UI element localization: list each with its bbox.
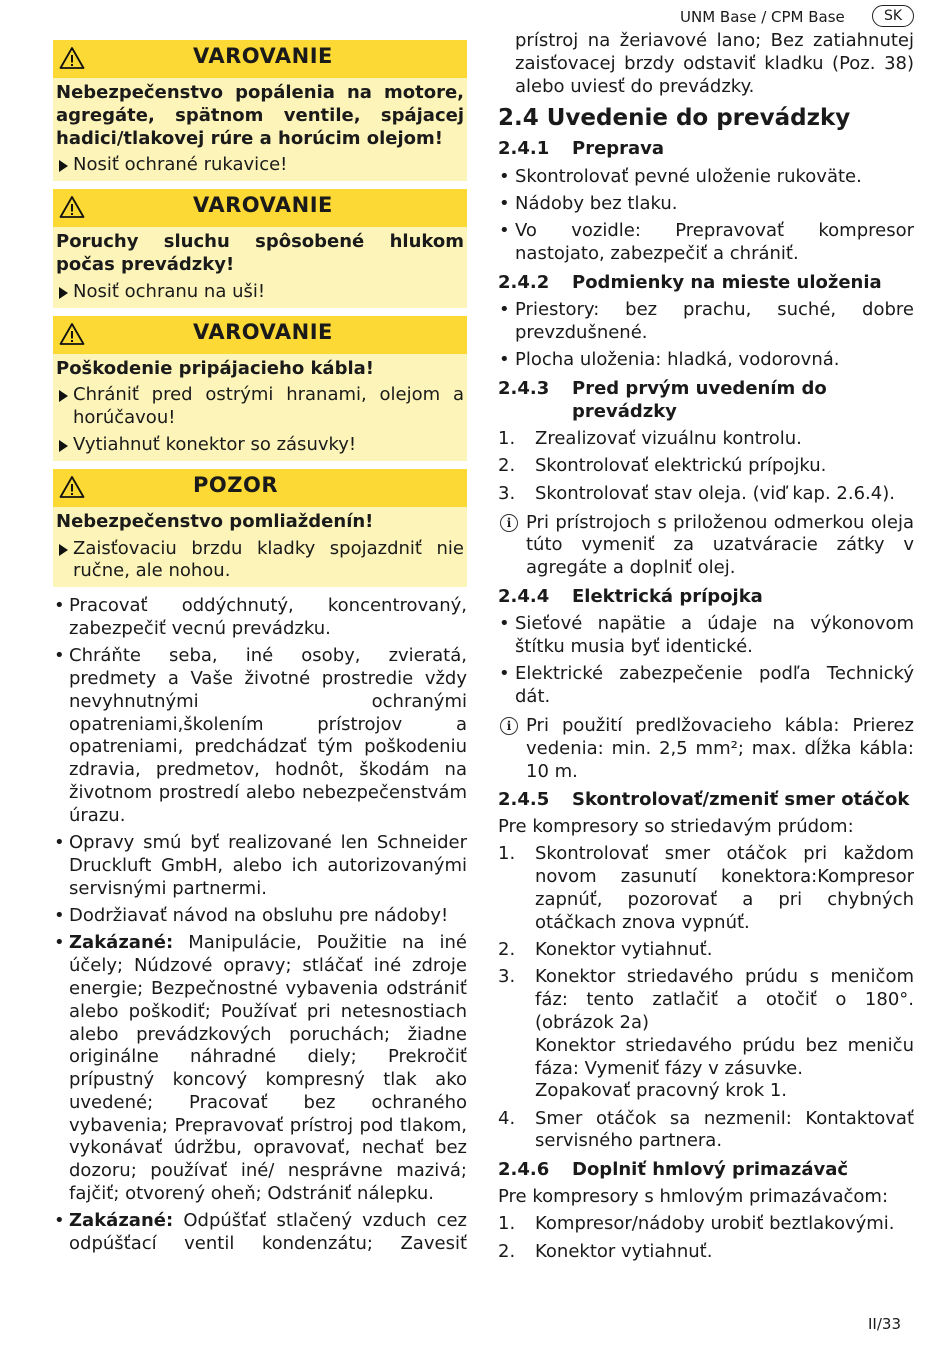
warning-text: Poruchy sluchu spôsobené hlukom počas prevádzky! (56, 231, 464, 275)
warning-title: VAROVANIE (193, 319, 333, 344)
subsection-heading: 2.4.3 Pred prvým uvedením do prevádzky (498, 378, 827, 422)
list-item: • Skontrolovať pevné uloženie rukoväte. (498, 166, 914, 189)
warning-triangle-icon (59, 46, 85, 70)
warning-triangle-icon (59, 322, 85, 346)
subsection-heading: 2.4.5 Skontrolovať/zmeniť smer otáčok (498, 789, 910, 811)
numbered-step: 1. Skontrolovať smer otáčok pri každom novom zasunutí konektora:Kompresor zapnúť, pozorovať a pri chybných otáčkach znova vypnúť. (498, 843, 914, 933)
warning-text: Poškodenie pripájacieho kábla! (56, 357, 374, 379)
info-note: i Pri použití predlžovacieho kábla: Prierez vedenia: min. 2,5 mm²; max. dĺžka kábla: 10 m. (498, 715, 914, 783)
warning-box (53, 40, 467, 181)
continued-text: prístroj na žeriavové lano; Bez zatiahnutej zaisťovacej brzdy odstaviť kladku (Poz. 38) alebo uviesť do prevádzky. (515, 30, 914, 97)
warning-triangle-icon (59, 475, 85, 499)
warning-action: Nosiť ochrané rukavice! (56, 154, 464, 177)
info-icon: i (500, 717, 518, 735)
warning-triangle-icon (59, 195, 85, 219)
subsection-heading: 2.4.4 Elektrická prípojka (498, 585, 763, 607)
numbered-step: 2. Skontrolovať elektrickú prípojku. (498, 455, 827, 477)
subsection-heading: 2.4.6 Doplniť hmlový primazávač (498, 1159, 849, 1181)
numbered-step: 2. Konektor vytiahnuť. (498, 939, 713, 961)
list-item: • Opravy smú byť realizované len Schneider Druckluft GmbH, alebo ich autorizovanými servisnými partnermi. (53, 832, 467, 900)
forbidden-text: Odpúšťať stlačený vzduch cez odpúšťací ventil kondenzátu; Zavesiť (69, 1210, 467, 1255)
list-item: • Vo vozidle: Prepravovať kompresor nastojato, zabezpečiť a chrániť. (498, 220, 914, 266)
list-item: • Plocha uloženia: hladká, vodorovná. (498, 349, 914, 372)
numbered-step: 2. Konektor vytiahnuť. (498, 1240, 713, 1262)
caution-title: POZOR (193, 472, 278, 497)
list-item: • Nádoby bez tlaku. (498, 193, 914, 216)
warning-action: Vytiahnuť konektor so zásuvky! (56, 434, 464, 457)
language-badge: SK (872, 5, 914, 27)
caution-text: Nebezpečenstvo pomliaždenín! (56, 510, 374, 532)
step-extra: Konektor striedavého prúdu bez meniču fáza: Vymeniť fázy v zásuvke. (535, 1034, 914, 1079)
right-column (498, 30, 914, 1263)
warning-text: Nebezpečenstvo popálenia na motore, agregáte, spätnom ventile, spájacej hadici/tlakovej rúre a horúcim olejom! (56, 82, 464, 149)
list-item: • Dodržiavať návod na obsluhu pre nádoby! (53, 905, 467, 928)
info-note: i Pri prístrojoch s priloženou odmerkou oleja túto vymeniť za uzatváracie zátky v agregáte a doplniť olej. (498, 512, 914, 580)
warning-box (53, 189, 467, 307)
numbered-step: 4. Smer otáčok sa nezmenil: Kontaktovať servisného partnera. (498, 1107, 914, 1152)
forbidden-item (53, 932, 467, 1206)
list-item: • Sieťové napätie a údaje na výkonovom štítku musia byť identické. (498, 613, 914, 659)
intro-text: Pre kompresory so striedavým prúdom: (498, 816, 854, 838)
list-item: • Elektrické zabezpečenie podľa Technický dát. (498, 663, 914, 709)
numbered-step: 1. Kompresor/nádoby urobiť beztlakovými. (498, 1213, 895, 1235)
info-icon: i (500, 514, 518, 532)
left-column (53, 40, 467, 1256)
warning-action: Chrániť pred ostrými hranami, olejom a horúčavou! (56, 384, 464, 430)
section-heading: 2.4 Uvedenie do prevádzky (498, 105, 851, 132)
intro-text: Pre kompresory s hmlovým primazávačom: (498, 1186, 889, 1208)
warning-action: Nosiť ochranu na uši! (56, 281, 464, 304)
caution-box (53, 469, 467, 587)
list-item: • Pracovať oddýchnutý, koncentrovaný, zabezpečiť vecnú prevádzku. (53, 595, 467, 641)
warning-box (53, 316, 467, 461)
numbered-step: 3. Skontrolovať stav oleja. (viď kap. 2.6.4). (498, 482, 895, 504)
numbered-step: 3. Konektor striedavého prúdu s meničom fáz: tento zatlačiť a otočiť o 180°. (obrázok 2a) Konektor striedavého prúdu bez meniču fáza: Vymeniť fázy v zásuvke. Zopakovať pracovný krok 1. (498, 966, 914, 1102)
subsection-heading: 2.4.1 Preprava (498, 138, 665, 160)
subsection-heading: 2.4.2 Podmienky na mieste uloženia (498, 271, 882, 293)
document-header: UNM Base / CPM Base (680, 8, 845, 26)
numbered-step: 1. Zrealizovať vizuálnu kontrolu. (498, 428, 802, 450)
forbidden-label: Zakázané: (69, 932, 174, 954)
forbidden-text: Manipulácie, Použitie na iné účely; Núdzové opravy; stláčať iné zdroje energie; Bezpečnostné vybavenia odstrániť alebo poškodiť; Používať pri netesnostiach alebo prevádzkových poruchách; žiadne originálne náhradné diely; Prekročiť prípustný koncový kompresný tlak ako uvedené; Pracovať bez ochraného vybavenia; Prepravovať prístroj pod tlakom, vykonávať údržbu, opravovať, nechať bez dozoru; používať iné/ nesprávne mazivá; fajčiť; otvorený oheň; Odstrániť nálepku. (69, 932, 467, 1205)
list-item: • Chráňte seba, iné osoby, zvieratá, predmety a Vaše životné prostredie vždy nevyhnutnými ochranými opatreniami,školením prístrojov a opatreniami, predchádzať tým poškodeniu zdravia, predmetov, hodnôt, škodám na životnom prostredí alebo nebezpečenstvám úrazu. (53, 645, 467, 827)
warning-title: VAROVANIE (193, 193, 333, 218)
page-number: II/33 (868, 1315, 901, 1333)
warning-title: VAROVANIE (193, 44, 333, 68)
caution-action: Zaisťovaciu brzdu kladky spojazdniť nie ručne, ale nohou. (56, 538, 464, 584)
forbidden-item (53, 1210, 467, 1256)
list-item: • Priestory: bez prachu, suché, dobre prevzdušnené. (498, 299, 914, 345)
step-extra: Zopakovať pracovný krok 1. (535, 1080, 788, 1102)
forbidden-label: Zakázané: (69, 1210, 174, 1232)
